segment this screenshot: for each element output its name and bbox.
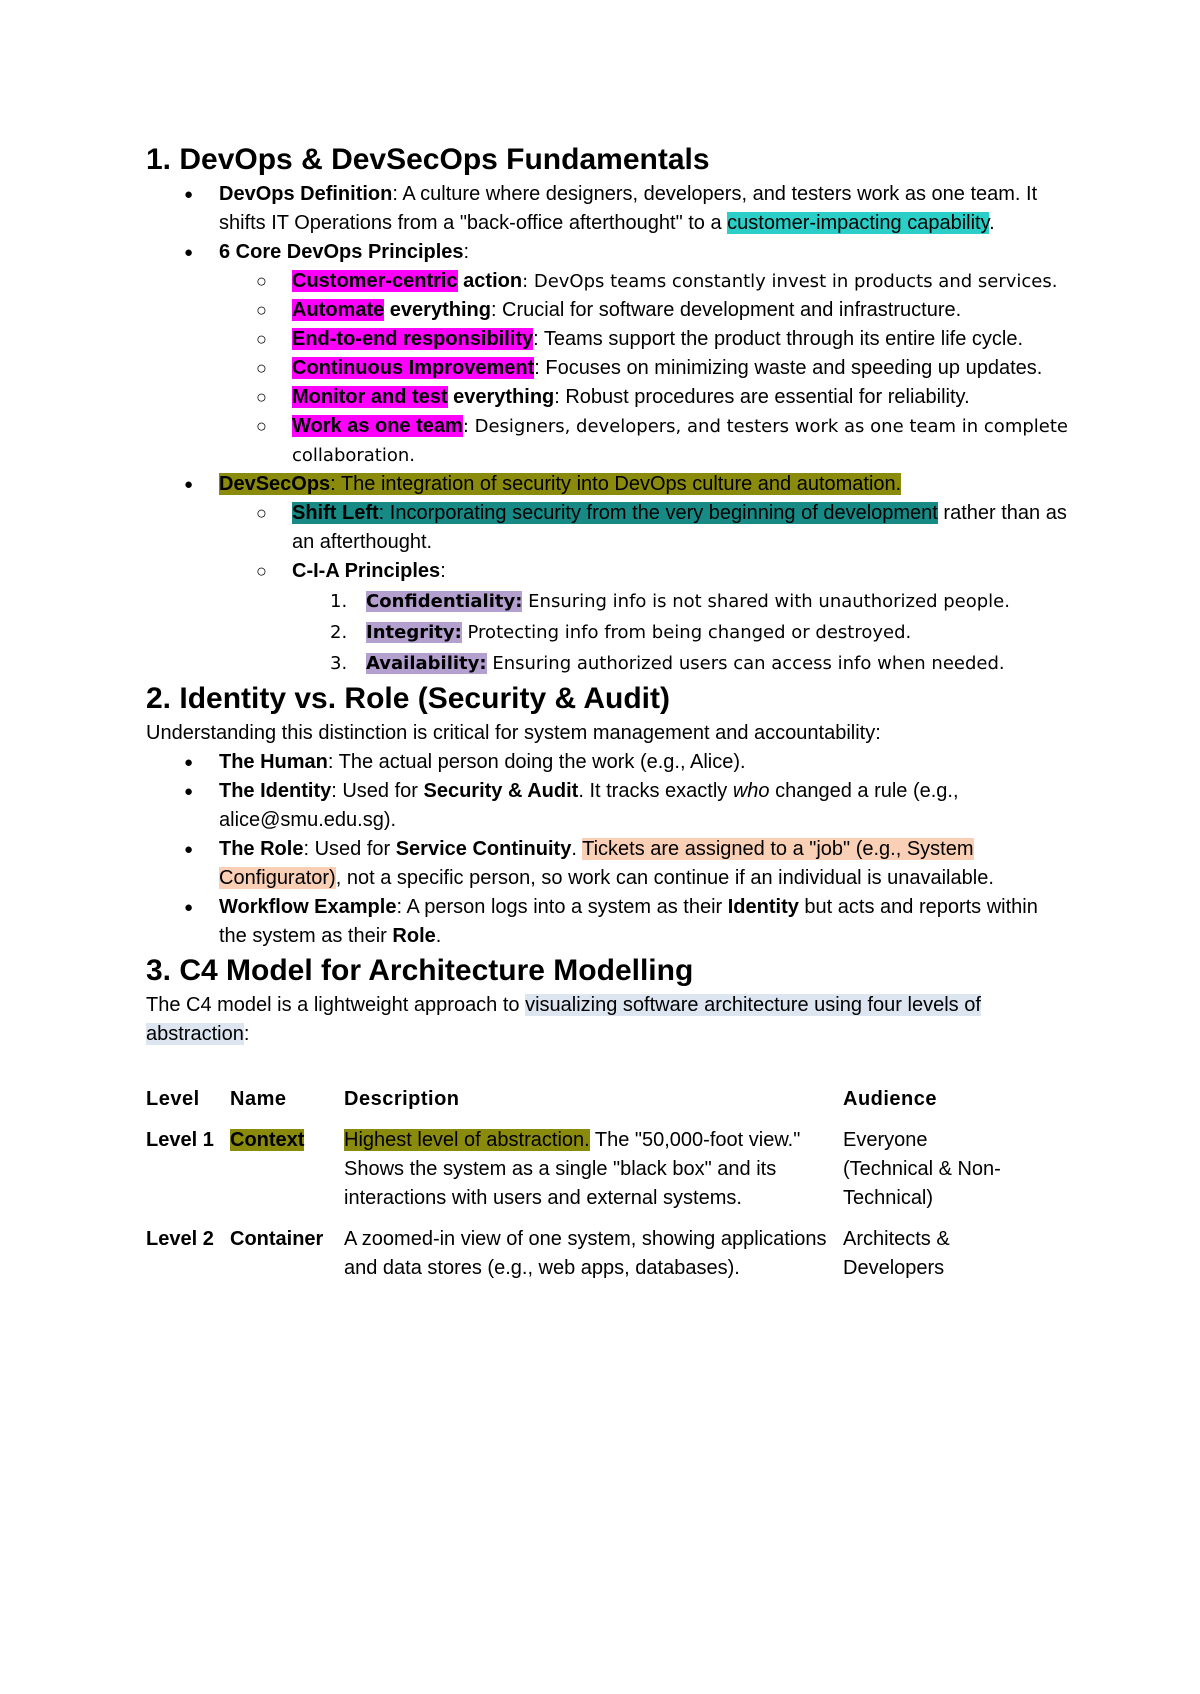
bullet-icon: ● bbox=[184, 186, 194, 203]
circle-bullet-icon: ○ bbox=[256, 387, 267, 407]
list-item: 1. Confidentiality: Ensuring info is not shared with unauthorized people. bbox=[330, 591, 1010, 612]
cia-list bbox=[292, 586, 1071, 679]
list-item: ○ Continuous Improvement: Focuses on minimizing waste and speeding up updates. bbox=[146, 354, 1071, 383]
circle-bullet-icon: ○ bbox=[256, 561, 267, 581]
bullet-icon: ● bbox=[184, 899, 194, 916]
level-cell: Level 2 bbox=[146, 1228, 214, 1250]
circle-bullet-icon: ○ bbox=[256, 358, 267, 378]
description-cell: Highest level of abstraction. The "50,000-foot view." Shows the system as a single "black box" and its interactions with users and external systems. bbox=[344, 1129, 801, 1209]
bullet-icon: ● bbox=[184, 783, 194, 800]
list-item: ● DevOps Definition: A culture where designers, developers, and testers work as one team. It shifts IT Operations from a "back-office afterthought" to a customer-impacting capability. bbox=[146, 180, 1071, 238]
bullet-icon: ● bbox=[184, 841, 194, 858]
table-header-row bbox=[138, 1079, 1019, 1120]
list-item: 2. Integrity: Protecting info from being changed or destroyed. bbox=[330, 622, 912, 643]
list-item: ● The Identity: Used for Security & Audit. It tracks exactly who changed a rule (e.g., alice@smu.edu.sg). bbox=[146, 777, 1071, 835]
bullet-icon: ● bbox=[184, 244, 194, 261]
bullet-icon: ● bbox=[184, 476, 194, 493]
list-item: ○ Customer-centric action: DevOps teams constantly invest in products and services. bbox=[146, 267, 1071, 296]
list-item: ○ C-I-A Principles: 1. Confidentiality: Ensuring info is not shared with unauthorized people. 2. Integrity: Protecting info from being changed or destroyed. 3. Availability: Ensuring authorized users can access info when needed. bbox=[146, 557, 1071, 679]
document-page bbox=[146, 140, 1071, 1289]
column-header: Level bbox=[146, 1088, 200, 1110]
audience-cell: Everyone (Technical & Non-Technical) bbox=[843, 1129, 1001, 1209]
column-header: Audience bbox=[843, 1088, 938, 1110]
list-item: ○ Shift Left: Incorporating security from the very beginning of development rather than as an afterthought. bbox=[146, 499, 1071, 557]
column-header: Description bbox=[344, 1088, 460, 1110]
list-item: ● 6 Core DevOps Principles: ○ Customer-centric action: DevOps teams constantly invest in products and services. ○ Automate everything: Crucial for software development and infrastructure. ○ End-to-end responsibility: Teams support the product through its entire life cycle. ○ Continuous Improvement: Focuses on minimizing waste and speeding up updates. ○ Monitor and test everything: Robust procedures are essential for reliability. ○ Work as one team: Designers, developers, and testers work as one team in complete collaboration. bbox=[146, 238, 1071, 470]
circle-bullet-icon: ○ bbox=[256, 271, 267, 291]
list-item: ● The Human: The actual person doing the work (e.g., Alice). bbox=[146, 748, 1071, 777]
table-row bbox=[138, 1219, 1019, 1289]
list-item: ○ Work as one team: Designers, developers, and testers work as one team in complete collaboration. bbox=[146, 412, 1071, 470]
bullet-icon: ● bbox=[184, 754, 194, 771]
audience-cell: Architects & Developers bbox=[843, 1228, 950, 1279]
circle-bullet-icon: ○ bbox=[256, 503, 267, 523]
circle-bullet-icon: ○ bbox=[256, 416, 267, 436]
principles-list bbox=[219, 267, 1071, 470]
level-cell: Level 1 bbox=[146, 1129, 214, 1151]
section-1-heading: 1. DevOps & DevSecOps Fundamentals bbox=[146, 143, 710, 176]
name-cell: Container bbox=[230, 1228, 324, 1250]
section-2-list bbox=[146, 748, 1071, 951]
column-header: Name bbox=[230, 1088, 287, 1110]
section-3-heading: 3. C4 Model for Architecture Modelling bbox=[146, 954, 694, 987]
description-cell: A zoomed-in view of one system, showing applications and data stores (e.g., web apps, databases). bbox=[344, 1228, 827, 1279]
list-item: ○ Automate everything: Crucial for software development and infrastructure. bbox=[146, 296, 1071, 325]
list-item: ● DevSecOps: The integration of security into DevOps culture and automation. ○ Shift Left: Incorporating security from the very beginning of development rather than as an afterthought. ○ C-I-A Principles: 1. Confidentiality: Ensuring info is not shared with unauthorized people. 2. Integrity: Protecting info from being changed or destroyed. 3. Availability: Ensuring authorized users can access info when needed. bbox=[146, 470, 1071, 679]
section-2-intro: Understanding this distinction is critical for system management and accountability: bbox=[146, 722, 881, 744]
list-item: ● Workflow Example: A person logs into a system as their Identity but acts and reports within the system as their Role. bbox=[146, 893, 1071, 951]
devsecops-list bbox=[219, 499, 1071, 679]
section-1-list bbox=[146, 180, 1071, 679]
list-item: 3. Availability: Ensuring authorized users can access info when needed. bbox=[330, 653, 1005, 674]
name-cell: Context bbox=[230, 1129, 305, 1151]
circle-bullet-icon: ○ bbox=[256, 329, 267, 349]
list-item: ○ Monitor and test everything: Robust procedures are essential for reliability. bbox=[146, 383, 1071, 412]
table-row bbox=[138, 1120, 1019, 1219]
list-item: ○ End-to-end responsibility: Teams support the product through its entire life cycle. bbox=[146, 325, 1071, 354]
section-2-heading: 2. Identity vs. Role (Security & Audit) bbox=[146, 682, 670, 715]
list-item: ● The Role: Used for Service Continuity. Tickets are assigned to a "job" (e.g., System Configurator), not a specific person, so work can continue if an individual is unavailable. bbox=[146, 835, 1071, 893]
c4-levels-table bbox=[138, 1079, 1019, 1289]
circle-bullet-icon: ○ bbox=[256, 300, 267, 320]
section-3-intro: The C4 model is a lightweight approach to visualizing software architecture using four levels of abstraction: bbox=[146, 994, 981, 1045]
